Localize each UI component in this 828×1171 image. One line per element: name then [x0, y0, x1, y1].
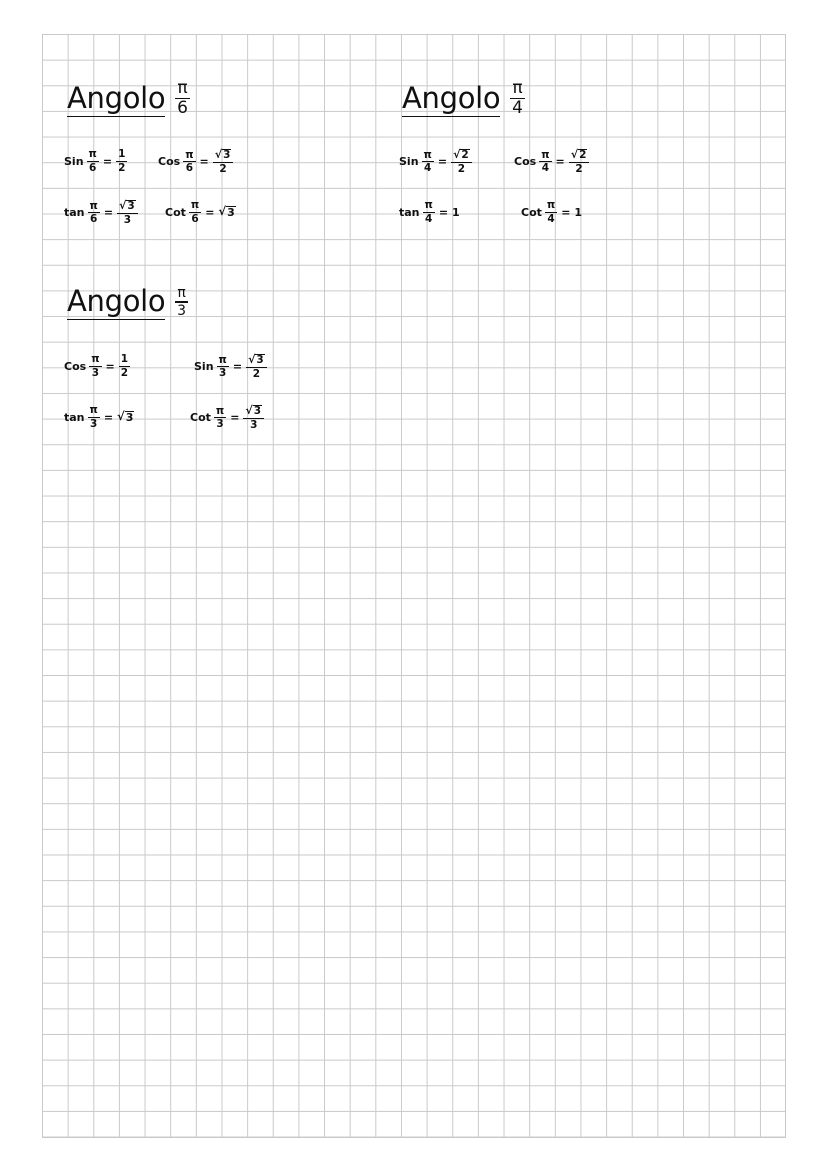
square-root: [218, 206, 235, 218]
function-name: Cos: [64, 359, 87, 373]
argument-fraction: [189, 200, 201, 224]
fraction-numerator: π: [512, 78, 523, 98]
heading-angolo-pi-6: [67, 80, 190, 117]
value-fraction: [116, 149, 127, 173]
value-fraction: [569, 149, 590, 174]
square-root: [117, 411, 134, 423]
fraction-denominator: 3: [90, 417, 98, 430]
argument-fraction: [87, 149, 99, 173]
value: 1: [574, 205, 583, 219]
equals-sign: =: [437, 155, 448, 169]
function-name: tan: [64, 206, 85, 220]
radical-icon: √: [570, 148, 579, 161]
fraction-numerator: π: [541, 148, 550, 161]
fraction-numerator: π: [91, 353, 100, 365]
fraction-numerator: π: [423, 148, 432, 161]
radical-icon: √: [117, 409, 125, 424]
radical-icon: √: [248, 353, 256, 366]
fraction-numerator: π: [190, 199, 200, 211]
fraction-denominator: 6: [185, 162, 193, 175]
fraction-numerator: π: [546, 199, 556, 211]
heading-fraction: [510, 80, 524, 117]
radical-icon: √: [214, 148, 223, 161]
fraction-numerator: π: [177, 285, 186, 302]
fraction-numerator: π: [88, 148, 97, 160]
fraction-numerator: π: [215, 404, 225, 417]
radical-icon: √: [453, 148, 461, 161]
fraction-numerator: π: [177, 78, 188, 98]
fraction-numerator: π: [424, 199, 433, 211]
heading-angolo-pi-4: [402, 80, 525, 117]
radicand: 3: [253, 405, 262, 417]
argument-fraction: [545, 200, 557, 224]
argument-fraction: [422, 150, 434, 174]
value-fraction: [246, 354, 267, 379]
value-fraction: [119, 354, 130, 378]
formula-sin-pi-3: [194, 354, 267, 379]
formula-tan-pi-6: [64, 200, 138, 225]
fraction-numerator: π: [185, 148, 194, 161]
fraction-denominator: 3: [91, 366, 99, 379]
value-fraction: [243, 405, 264, 430]
fraction-denominator: 4: [424, 162, 432, 175]
function-name: Cot: [521, 205, 542, 219]
equals-sign: =: [232, 360, 243, 374]
square-root: [243, 405, 264, 418]
argument-fraction: [214, 406, 226, 430]
value-fraction: [117, 200, 138, 225]
argument-fraction: [89, 354, 101, 378]
heading-word: Angolo: [402, 80, 501, 115]
formula-cot-pi-3: [190, 405, 264, 430]
formula-cot-pi-6: [165, 200, 236, 224]
fraction-denominator: 4: [512, 98, 523, 119]
radicand: 3: [127, 200, 135, 212]
equals-sign: =: [102, 154, 113, 168]
fraction-denominator: 6: [90, 213, 98, 226]
function-name: Sin: [194, 360, 214, 374]
square-root: [451, 149, 472, 162]
formula-sin-pi-6: [64, 149, 127, 173]
square-root: [213, 149, 234, 162]
fraction-denominator: 2: [219, 162, 227, 175]
fraction-numerator: π: [89, 404, 98, 416]
fraction-denominator: 2: [118, 161, 126, 174]
fraction-denominator: 2: [575, 162, 583, 175]
heading-angolo-pi-3: [67, 284, 188, 320]
function-name: Cos: [158, 155, 181, 169]
function-name: Cot: [165, 205, 186, 219]
fraction-numerator: π: [89, 199, 98, 212]
argument-fraction: [217, 355, 229, 379]
fraction-denominator: 2: [120, 366, 129, 379]
equals-sign: =: [199, 155, 209, 169]
heading-fraction: [175, 80, 189, 117]
fraction-denominator: 6: [89, 161, 97, 174]
value: 1: [452, 205, 460, 219]
radicand: 3: [227, 206, 235, 220]
value-fraction: [451, 149, 472, 174]
fraction-denominator: 3: [216, 418, 224, 431]
argument-fraction: [88, 201, 100, 225]
fraction-denominator: 3: [177, 302, 187, 319]
fraction-denominator: 6: [191, 212, 199, 225]
function-name: Cot: [190, 411, 211, 425]
radicand: 2: [461, 149, 469, 161]
fraction-denominator: 4: [425, 212, 433, 225]
formula-cos-pi-4: [514, 149, 589, 174]
formula-tan-pi-3: [64, 405, 134, 429]
fraction-numerator: π: [218, 353, 227, 366]
square-root: [246, 354, 267, 367]
fraction-denominator: 4: [547, 212, 555, 225]
function-name: tan: [64, 410, 85, 424]
radical-icon: √: [119, 199, 127, 212]
radicand: 3: [223, 149, 231, 161]
radical-icon: √: [218, 204, 227, 219]
square-root: [569, 149, 590, 162]
function-name: Sin: [64, 154, 84, 168]
fraction-denominator: 4: [541, 162, 549, 175]
value-fraction: [213, 149, 234, 174]
equals-sign: =: [205, 205, 215, 219]
equals-sign: =: [105, 359, 115, 373]
formula-cos-pi-3: [64, 354, 130, 378]
fraction-denominator: 3: [219, 367, 227, 380]
fraction-numerator: 1: [120, 353, 129, 365]
radicand: 2: [579, 149, 587, 161]
equals-sign: =: [230, 411, 240, 425]
argument-fraction: [423, 200, 435, 224]
fraction-denominator: 2: [252, 367, 261, 380]
fraction-numerator: 1: [118, 148, 126, 160]
argument-fraction: [183, 150, 195, 174]
equals-sign: =: [438, 205, 449, 219]
argument-fraction: [88, 405, 100, 429]
equals-sign: =: [103, 206, 114, 220]
function-name: tan: [399, 205, 420, 219]
fraction-denominator: 2: [457, 162, 466, 175]
square-root: [117, 200, 138, 213]
heading-word: Angolo: [67, 284, 166, 318]
fraction-denominator: 3: [123, 213, 132, 226]
fraction-denominator: 6: [177, 98, 188, 119]
radical-icon: √: [245, 404, 253, 417]
equals-sign: =: [103, 410, 114, 424]
radicand: 3: [125, 411, 134, 425]
formula-tan-pi-4: [399, 200, 460, 224]
formula-cos-pi-6: [158, 149, 233, 174]
argument-fraction: [539, 150, 551, 174]
heading-word: Angolo: [67, 80, 166, 115]
formula-cot-pi-4: [521, 200, 582, 224]
fraction-denominator: 3: [250, 418, 258, 431]
formula-sin-pi-4: [399, 149, 472, 174]
heading-fraction: [175, 286, 187, 317]
equals-sign: =: [561, 205, 571, 219]
function-name: Cos: [514, 155, 537, 169]
function-name: Sin: [399, 155, 419, 169]
radicand: 3: [256, 354, 264, 366]
equals-sign: =: [555, 155, 565, 169]
